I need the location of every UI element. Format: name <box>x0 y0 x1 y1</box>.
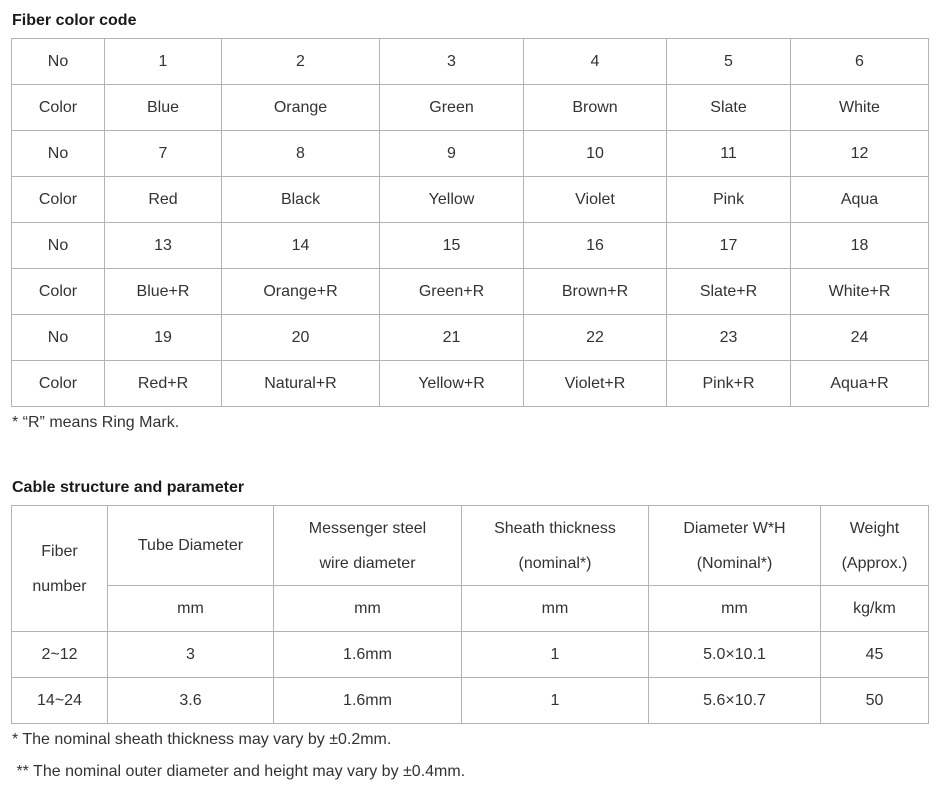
row-label-cell: Color <box>12 85 105 131</box>
diameter-wh-header: Diameter W*H (Nominal*) <box>649 506 821 586</box>
fiber-color-cell: Yellow <box>380 177 524 223</box>
fiber-number-cell: 16 <box>524 223 667 269</box>
fiber-number-cell: 14 <box>222 223 380 269</box>
fiber-color-cell: Natural+R <box>222 361 380 407</box>
fiber-number-cell: 2 <box>222 39 380 85</box>
cable-structure-heading: Cable structure and parameter <box>12 479 245 496</box>
table-cell: 3 <box>108 632 274 678</box>
row-label-cell: No <box>12 315 105 361</box>
fiber-number-cell: 23 <box>667 315 791 361</box>
fiber-color-cell: Violet <box>524 177 667 223</box>
sheath-tolerance-note: * The nominal sheath thickness may vary by ±0.2mm. <box>12 731 392 748</box>
unit-cell: mm <box>108 586 274 632</box>
color-table-row <box>12 315 929 361</box>
fiber-color-cell: Orange+R <box>222 269 380 315</box>
fiber-number-cell: 24 <box>791 315 929 361</box>
table-cell: 1.6mm <box>274 678 462 724</box>
table-cell: 45 <box>821 632 929 678</box>
row-label-cell: Color <box>12 177 105 223</box>
weight-header: Weight (Approx.) <box>821 506 929 586</box>
fiber-number-cell: 12 <box>791 131 929 177</box>
fiber-number-cell: 9 <box>380 131 524 177</box>
messenger-wire-header: Messenger steel wire diameter <box>274 506 462 586</box>
row-label-cell: Color <box>12 361 105 407</box>
fiber-number-cell: 15 <box>380 223 524 269</box>
fiber-color-cell: Blue <box>105 85 222 131</box>
fiber-number-cell: 1 <box>105 39 222 85</box>
fiber-number-cell: 2~12 <box>12 632 108 678</box>
fiber-color-cell: Slate <box>667 85 791 131</box>
fiber-number-cell: 14~24 <box>12 678 108 724</box>
fiber-color-cell: Red <box>105 177 222 223</box>
fiber-color-cell: Black <box>222 177 380 223</box>
row-label-cell: No <box>12 39 105 85</box>
fiber-color-cell: Orange <box>222 85 380 131</box>
table-row <box>12 678 929 724</box>
fiber-color-code-heading: Fiber color code <box>12 12 137 29</box>
fiber-color-cell: Green+R <box>380 269 524 315</box>
fiber-color-cell: Brown <box>524 85 667 131</box>
fiber-color-cell: Green <box>380 85 524 131</box>
fiber-color-cell: Aqua+R <box>791 361 929 407</box>
color-table-row <box>12 131 929 177</box>
param-header-row <box>12 506 929 586</box>
color-table-row <box>12 269 929 315</box>
unit-cell: mm <box>462 586 649 632</box>
fiber-color-cell: White+R <box>791 269 929 315</box>
fiber-color-cell: Brown+R <box>524 269 667 315</box>
fiber-number-cell: 8 <box>222 131 380 177</box>
row-label-cell: No <box>12 131 105 177</box>
table-cell: 3.6 <box>108 678 274 724</box>
fiber-number-cell: 4 <box>524 39 667 85</box>
fiber-color-cell: Violet+R <box>524 361 667 407</box>
fiber-number-cell: 21 <box>380 315 524 361</box>
unit-cell: mm <box>274 586 462 632</box>
sheath-thickness-header: Sheath thickness (nominal*) <box>462 506 649 586</box>
fiber-number-cell: 7 <box>105 131 222 177</box>
color-table-row <box>12 85 929 131</box>
fiber-number-cell: 10 <box>524 131 667 177</box>
fiber-color-cell: White <box>791 85 929 131</box>
fiber-color-cell: Pink <box>667 177 791 223</box>
fiber-number-cell: 22 <box>524 315 667 361</box>
diameter-tolerance-note: ** The nominal outer diameter and height may vary by ±0.4mm. <box>12 763 466 780</box>
fiber-number-cell: 3 <box>380 39 524 85</box>
fiber-number-cell: 20 <box>222 315 380 361</box>
fiber-number-cell: 5 <box>667 39 791 85</box>
fiber-color-cell: Blue+R <box>105 269 222 315</box>
table-cell: 50 <box>821 678 929 724</box>
fiber-number-cell: 17 <box>667 223 791 269</box>
color-table-row <box>12 361 929 407</box>
table-row <box>12 632 929 678</box>
fiber-color-cell: Pink+R <box>667 361 791 407</box>
fiber-color-cell: Aqua <box>791 177 929 223</box>
fiber-number-cell: 13 <box>105 223 222 269</box>
table-cell: 5.0×10.1 <box>649 632 821 678</box>
units-row <box>12 586 929 632</box>
fiber-color-cell: Yellow+R <box>380 361 524 407</box>
unit-cell: mm <box>649 586 821 632</box>
table-cell: 1.6mm <box>274 632 462 678</box>
fiber-color-cell: Slate+R <box>667 269 791 315</box>
fiber-color-table <box>11 38 929 407</box>
row-label-cell: No <box>12 223 105 269</box>
fiber-number-cell: 6 <box>791 39 929 85</box>
fiber-number-cell: 18 <box>791 223 929 269</box>
fiber-number-cell: 11 <box>667 131 791 177</box>
fiber-number-cell: 19 <box>105 315 222 361</box>
color-table-row <box>12 39 929 85</box>
ring-mark-note: * “R” means Ring Mark. <box>12 414 180 431</box>
unit-cell: kg/km <box>821 586 929 632</box>
fiber-number-header: Fiber number <box>12 506 108 632</box>
tube-diameter-header: Tube Diameter <box>108 506 274 586</box>
row-label-cell: Color <box>12 269 105 315</box>
cable-parameter-table <box>11 505 929 724</box>
color-table-row <box>12 223 929 269</box>
table-cell: 1 <box>462 632 649 678</box>
table-cell: 1 <box>462 678 649 724</box>
color-table-row <box>12 177 929 223</box>
table-cell: 5.6×10.7 <box>649 678 821 724</box>
fiber-color-cell: Red+R <box>105 361 222 407</box>
